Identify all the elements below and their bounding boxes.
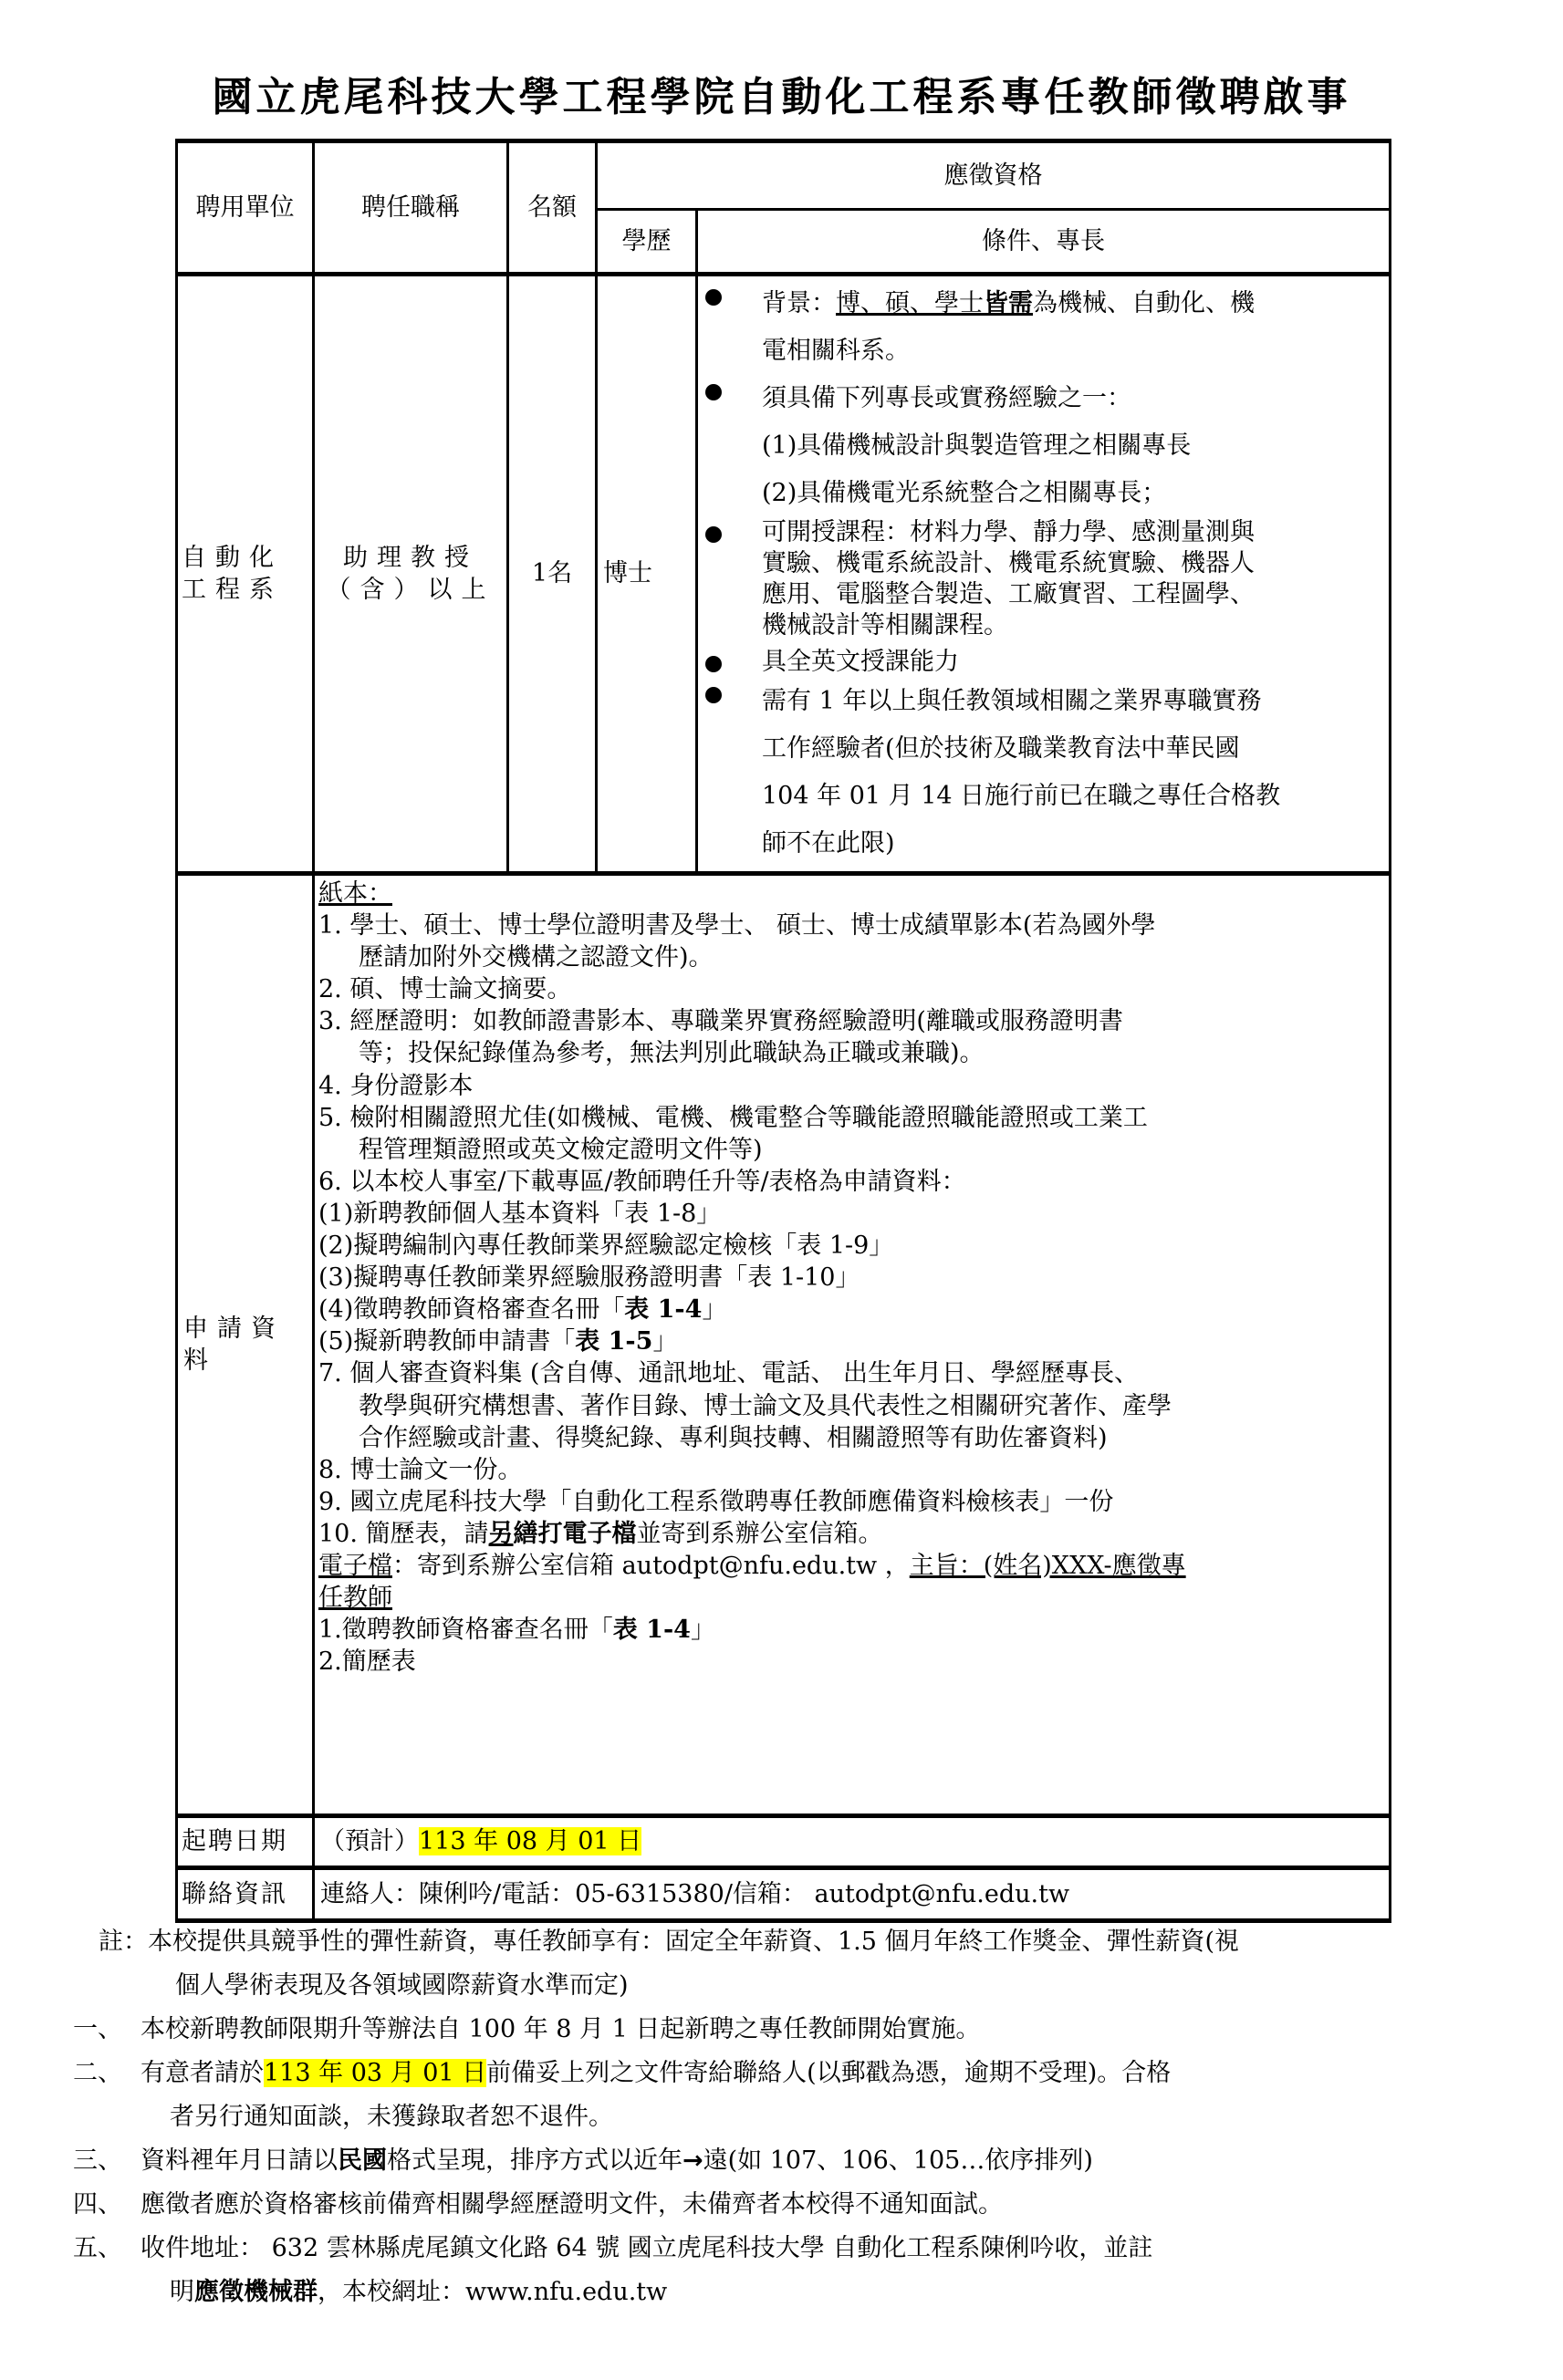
cell-contact: 連絡人：陳俐吟/電話：05-6315380/信箱： autodpt@nfu.edu.tw [314, 1868, 1391, 1921]
condition-english: 具全英文授課能力 [698, 647, 1380, 678]
header-quota: 名額 [508, 141, 597, 275]
header-conditions: 條件、專長 [697, 210, 1391, 275]
header-unit: 聘用單位 [177, 141, 314, 275]
cell-education: 博士 [597, 275, 697, 874]
cell-start-date: （預計）113 年 08 月 01 日 [314, 1816, 1391, 1868]
condition-expertise: 須具備下列專長或實務經驗之一： (1)具備機械設計與製造管理之相關專長 (2)具備機電光系統整合之相關專長； [698, 375, 1380, 517]
recruitment-table [175, 139, 1391, 1923]
note-5: 五、 收件地址： 632 雲林縣虎尾鎮文化路 64 號 國立虎尾科技大學 自動化工程系陳俐吟收，並註 [73, 2234, 1153, 2262]
position-line1: 助理教授 [343, 543, 478, 572]
condition-industry-experience: 需有 1 年以上與任教領域相關之業界專職實務 工作經驗者(但於技術及職業教育法中華民國 104 年 01 月 14 日施行前已在職之專任合格教 師不在此限) [698, 678, 1380, 868]
website-link: ，本校網址：www.nfu.edu.tw [318, 2278, 668, 2306]
bullet-icon [705, 384, 722, 400]
note-2: 二、 有意者請於113 年 03 月 01 日前備妥上列之文件寄給聯絡人(以郵戳為憑，逾期不受理)。合格 [73, 2059, 1172, 2087]
document-title: 國立虎尾科技大學工程學院自動化工程系專任教師徵聘啟事 [212, 74, 1351, 120]
cell-start-date-label: 起聘日期 [177, 1816, 314, 1868]
cell-quota: 1名 [508, 275, 597, 874]
notes-section: 註：本校提供具競爭性的彈性薪資，專任教師享有：固定全年薪資、1.5 個月年終工作獎金、彈性薪資(視 個人學術表現及各領域國際薪資水準而定) 一、 本校新聘教師限期升等辦法自 100 年 8 月 1 日起新聘之專任教師開始實施。 二、 有意者請於113 年 03 月 01 日前備妥上列之文件寄給聯絡人(以郵戳為憑，逾期不受理)。合格 者另行通知面談，未獲錄取者恕不退件。 三、 資料裡年月日請以民國格式呈現，排序方式以近年→遠(如 107、106、105…依序排列) 四、 應徵者應於資格審核前備齊相關學經歷證明文件，未備齊者本校得不通知面試。 五、 收件地址： 632 雲林縣虎尾鎮文化路 64 號 國立虎尾科技大學 自動化工程系陳俐吟收，並註 明應徵機械群，本校網址：www.nfu.edu.tw [73, 1920, 1496, 2314]
paper-heading: 紙本： [318, 879, 392, 908]
position-line2: （含）以上 [326, 576, 495, 604]
header-education: 學歷 [597, 210, 697, 275]
conditions-list [698, 276, 1389, 871]
deadline-highlight: 113 年 03 月 01 日 [264, 2059, 487, 2087]
condition-courses: 可開授課程：材料力學、靜力學、感測量測與 實驗、機電系統設計、機電系統實驗、機器人 應用、電腦整合製造、工廠實習、工程圖學、 機械設計等相關課程。 [698, 517, 1380, 641]
header-qualifications: 應徵資格 [597, 141, 1391, 210]
electronic-submission: 電子檔：寄到系辦公室信箱 autodpt@nfu.edu.tw ，主旨：(姓名)XXX-應徵專 [318, 1551, 1186, 1580]
cell-conditions [697, 275, 1391, 874]
form-1-10: (3)擬聘專任教師業界經驗服務證明書「表 1-10」 [318, 1263, 860, 1293]
cell-contact-label: 聯絡資訊 [177, 1868, 314, 1921]
bullet-icon [705, 289, 722, 306]
bullet-icon [705, 656, 722, 672]
header-position: 聘任職稱 [314, 141, 508, 275]
bullet-icon [705, 687, 722, 703]
condition-background: 背景：博、碩、學士皆需為機械、自動化、機 電相關科系。 [698, 280, 1380, 375]
note-1: 一、 本校新聘教師限期升等辦法自 100 年 8 月 1 日起新聘之專任教師開始實施。 [73, 2015, 981, 2043]
note-4: 四、 應徵者應於資格審核前備齊相關學經歷證明文件，未備齊者本校得不通知面試。 [73, 2190, 1003, 2219]
cell-unit: 自動化工程系 [177, 275, 314, 874]
cell-application-materials: 紙本： 1. 學士、碩士、博士學位證明書及學士、 碩士、博士成績單影本(若為國外學 歷請加附外交機構之認證文件)。 2. 碩、博士論文摘要。 3. 經歷證明：如教師證書影本、專職業界實務經驗證明(離職或服務證明書 等；投保紀錄僅為參考，無法判別此職缺為正職或兼職)。 4. 身份證影本 5. 檢附相關證照尤佳(如機械、電機、機電整合等職能證照職能證照或工業工 程管理類證照或英文檢定證明文件等) 6. 以本校人事室/下載專區/教師聘任升等/表格為申請資料： (1)新聘教師個人基本資料「表 1-8」 (2)擬聘編制內專任教師業界經驗認定檢核「表 1-9」 (3)擬聘專任教師業界經驗服務證明書「表 1-10」 (4)徵聘教師資格審查名冊「表 1-4」 (5)擬新聘教師申請書「表 1-5」 7. 個人審查資料集 (含自傳、通訊地址、電話、 出生年月日、學經歷專長、 教學與研究構想書、著作目錄、博士論文及具代表性之相關研究著作、產學 合作經驗或計畫、得獎紀錄、專利與技轉、相關證照等有助佐審資料) 8. 博士論文一份。 9. 國立虎尾科技大學「自動化工程系徵聘專任教師應備資料檢核表」一份 10. 簡歷表，請另繕打電子檔並寄到系辦公室信箱。 電子檔：寄到系辦公室信箱 autodpt@nfu.edu.tw ，主旨：(姓名)XXX-應徵專 任教師 1.徵聘教師資格審查名冊「表 1-4」 2.簡歷表 [314, 874, 1391, 1816]
note-salary: 註：本校提供具競爭性的彈性薪資，專任教師享有：固定全年薪資、1.5 個月年終工作獎金、彈性薪資(視 [99, 1928, 1240, 1956]
arrow-right-icon: → [683, 2146, 703, 2175]
form-1-9: (2)擬聘編制內專任教師業界經驗認定檢核「表 1-9」 [318, 1232, 894, 1261]
start-date-highlight: 113 年 08 月 01 日 [419, 1827, 642, 1856]
cell-application-label: 申請資料 [177, 874, 314, 1816]
form-1-8: (1)新聘教師個人基本資料「表 1-8」 [318, 1199, 722, 1228]
bullet-icon [705, 526, 722, 543]
form-1-5: (5)擬新聘教師申請書「表 1-5」 [318, 1327, 678, 1356]
form-1-4: (4)徵聘教師資格審查名冊「表 1-4」 [318, 1295, 727, 1325]
cell-position [314, 275, 508, 874]
note-3: 三、 資料裡年月日請以民國格式呈現，排序方式以近年→遠(如 107、106、105…依序排列) [73, 2146, 1093, 2175]
